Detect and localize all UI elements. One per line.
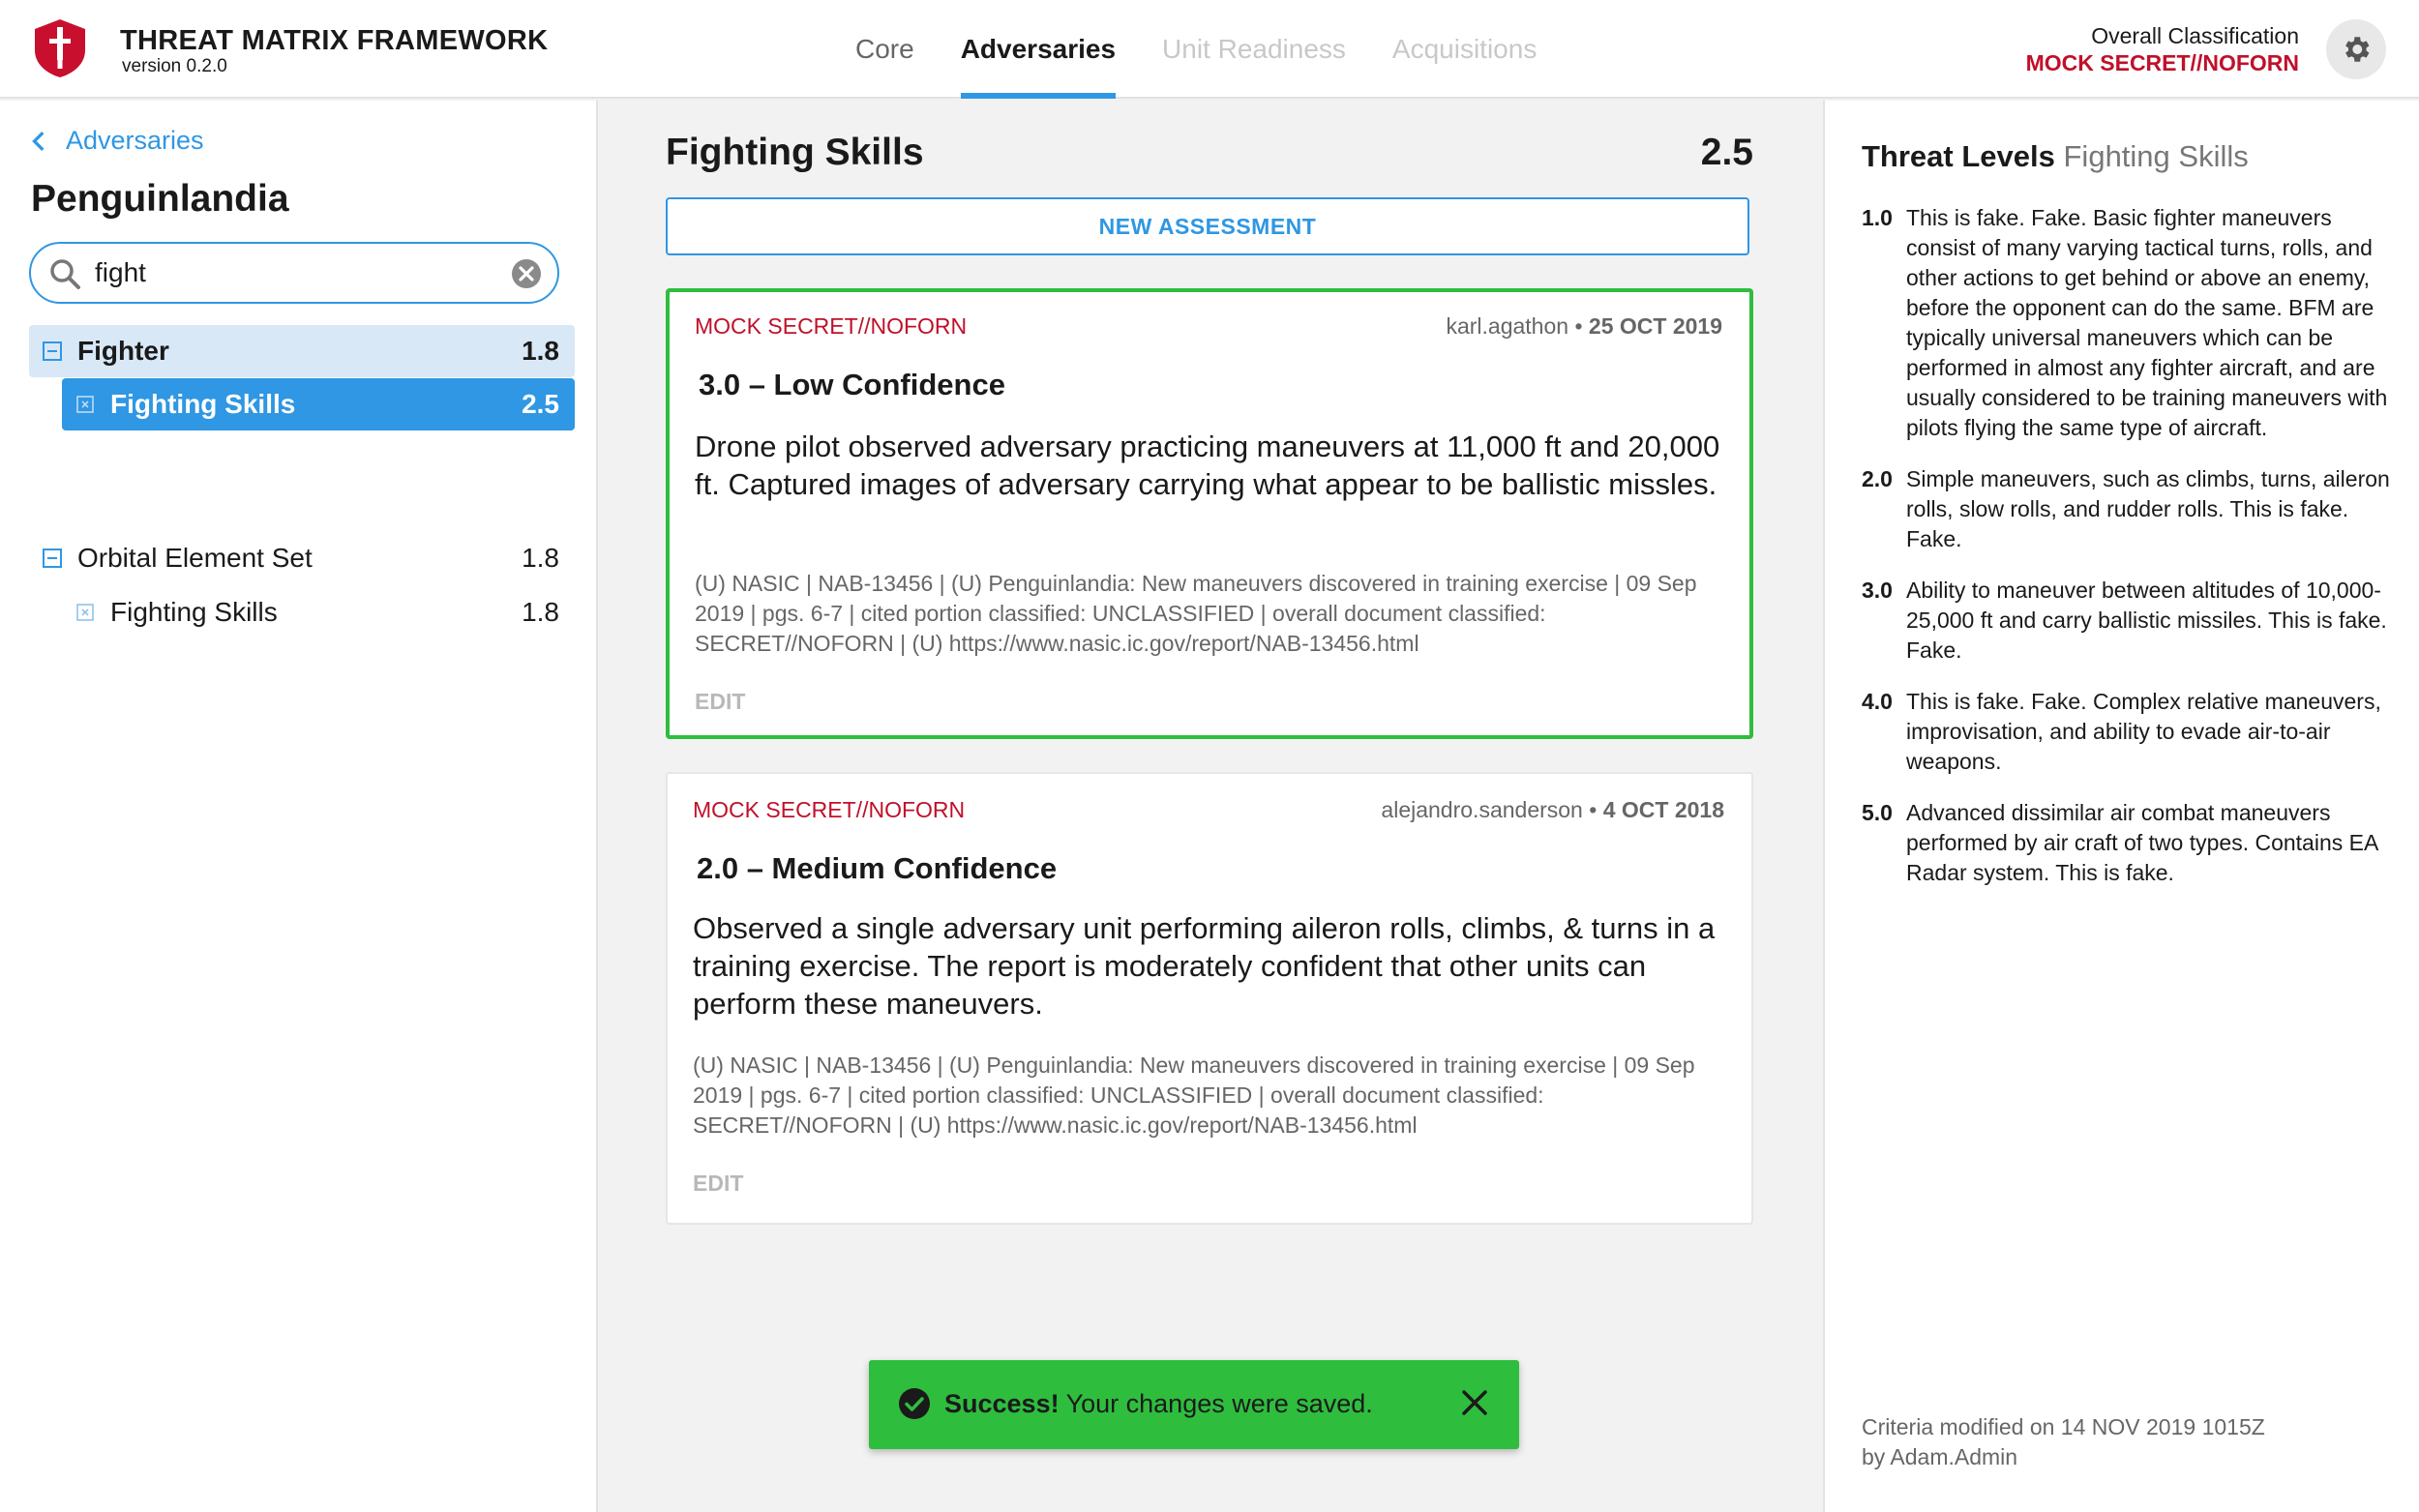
card-citation: (U) NASIC | NAB-13456 | (U) Penguinlandia: New maneuvers discovered in training exercise | 09 Sep 2019 | pgs. 6-7 | cited portion classified: UNCLASSIFIED | overall document classified: SECRET//NOFORN | (U) https://www.nasic.ic.gov/report/NAB-13456.html <box>695 571 1697 656</box>
country-title: Penguinlandia <box>31 178 289 220</box>
tab-core[interactable]: Core <box>855 34 914 64</box>
tree-item-value: 1.8 <box>522 597 559 627</box>
tree-item-fighting-skills-selected[interactable] <box>62 378 575 430</box>
level-number: 1.0 <box>1862 205 1893 230</box>
threat-levels-title <box>1862 139 2249 174</box>
chevron-left-icon <box>29 131 50 152</box>
card-author: alejandro.sanderson <box>1381 797 1583 822</box>
search-field <box>29 242 559 304</box>
threat-level <box>1862 798 2394 888</box>
criteria-modified-by: by Adam.Admin <box>1862 1444 2018 1469</box>
level-description: Advanced dissimilar air combat maneuvers performed by air craft of two types. Contains EA Radar system. This is fake. <box>1906 800 2378 885</box>
leaf-node-icon <box>75 603 95 622</box>
tree-item-label: Orbital Element Set <box>77 543 313 573</box>
level-number: 4.0 <box>1862 689 1893 714</box>
card-title: 3.0 – Low Confidence <box>699 368 1005 401</box>
shield-sword-icon[interactable] <box>29 17 91 79</box>
app-header <box>0 0 2419 99</box>
sidebar <box>0 101 598 1512</box>
threat-levels-heading: Threat Levels <box>1862 139 2055 173</box>
threat-level <box>1862 203 2394 443</box>
back-link[interactable] <box>29 126 204 156</box>
tree-item-value: 1.8 <box>522 336 559 366</box>
tree-item-fighting-skills[interactable] <box>62 586 575 638</box>
threat-level-list <box>1862 203 2394 909</box>
close-icon[interactable] <box>1459 1387 1490 1418</box>
card-meta <box>1381 797 1724 823</box>
page-title: Fighting Skills <box>666 132 924 173</box>
tree-item-value: 1.8 <box>522 543 559 573</box>
card-date: 25 OCT 2019 <box>1588 313 1722 339</box>
new-assessment-button[interactable]: NEW ASSESSMENT <box>666 197 1749 255</box>
success-toast <box>869 1360 1519 1449</box>
page-score: 2.5 <box>1700 132 1753 173</box>
card-author: karl.agathon <box>1446 313 1569 339</box>
criteria-modified-date: Criteria modified on 14 NOV 2019 1015Z <box>1862 1414 2265 1439</box>
tab-adversaries[interactable]: Adversaries <box>938 0 1139 99</box>
level-description: Simple maneuvers, such as climbs, turns, aileron rolls, slow rolls, and rudder rolls. This is fake. Fake. <box>1906 466 2390 551</box>
assessment-card <box>666 288 1753 739</box>
toast-text: Your changes were saved. <box>1059 1389 1373 1418</box>
card-classification: MOCK SECRET//NOFORN <box>695 313 968 339</box>
classification-label: Overall Classification <box>2091 23 2299 48</box>
edit-button[interactable]: EDIT <box>693 1171 744 1196</box>
leaf-node-icon <box>75 395 95 414</box>
classification-value: MOCK SECRET//NOFORN <box>2025 50 2299 75</box>
card-date: 4 OCT 2018 <box>1602 797 1724 822</box>
threat-levels-panel <box>1823 101 2419 1512</box>
assessment-card <box>666 772 1753 1225</box>
collapse-icon[interactable] <box>43 548 62 568</box>
card-citation: (U) NASIC | NAB-13456 | (U) Penguinlandia: New maneuvers discovered in training exercise | 09 Sep 2019 | pgs. 6-7 | cited portion classified: UNCLASSIFIED | overall document classified: SECRET//NOFORN | (U) https://www.nasic.ic.gov/report/NAB-13456.html <box>693 1052 1695 1138</box>
level-description: This is fake. Fake. Complex relative maneuvers, improvisation, and ability to evade air-to-air weapons. <box>1906 689 2381 774</box>
tree-item-label: Fighter <box>77 336 169 366</box>
gear-icon <box>2340 33 2373 66</box>
threat-level <box>1862 687 2394 777</box>
edit-button[interactable]: EDIT <box>695 689 746 714</box>
app-version: version 0.2.0 <box>122 56 227 76</box>
collapse-icon[interactable] <box>43 341 62 361</box>
level-description: Ability to maneuver between altitudes of 10,000-25,000 ft and carry ballistic missiles. This is fake. Fake. <box>1906 578 2387 663</box>
check-circle-icon <box>898 1387 931 1420</box>
back-link-label: Adversaries <box>66 126 204 155</box>
meta-separator: • <box>1568 313 1589 339</box>
card-title: 2.0 – Medium Confidence <box>697 851 1058 885</box>
meta-separator: • <box>1582 797 1603 822</box>
tree-item-label: Fighting Skills <box>110 597 278 627</box>
card-body: Drone pilot observed adversary practicing maneuvers at 11,000 ft and 20,000 ft. Captured images of adversary carrying what appear to be ballistic missles. <box>695 430 1720 501</box>
tree-item-value: 2.5 <box>522 389 559 419</box>
tree-item-label: Fighting Skills <box>110 389 296 419</box>
card-meta <box>1446 313 1722 340</box>
tab-unit-readiness: Unit Readiness <box>1162 34 1346 64</box>
toast-strong: Success! <box>944 1389 1060 1418</box>
threat-levels-subtitle: Fighting Skills <box>2063 139 2249 173</box>
toast-message <box>944 1389 1373 1419</box>
level-description: This is fake. Fake. Basic fighter maneuvers consist of many varying tactical turns, rolls, and other actions to get behind or above an enemy, before the opponent can do the same. BFM are typically universal maneuvers which can be performed in almost any fighter aircraft, and are usually considered to be training maneuvers with pilots flying the same type of aircraft. <box>1906 205 2388 440</box>
level-number: 2.0 <box>1862 466 1893 491</box>
criteria-modified-note <box>1862 1412 2265 1472</box>
settings-button[interactable] <box>2326 19 2386 79</box>
level-number: 3.0 <box>1862 578 1893 603</box>
card-classification: MOCK SECRET//NOFORN <box>693 797 966 822</box>
tree-item-orbital-element-set[interactable] <box>29 532 575 584</box>
clear-search-icon[interactable] <box>511 258 542 289</box>
threat-level <box>1862 576 2394 666</box>
card-body: Observed a single adversary unit performing aileron rolls, climbs, & turns in a training exercise. The report is moderately confident that other units can perform these maneuvers. <box>693 911 1716 1021</box>
level-number: 5.0 <box>1862 800 1893 825</box>
app-title: THREAT MATRIX FRAMEWORK <box>120 25 549 56</box>
tab-acquisitions: Acquisitions <box>1391 34 1538 64</box>
main-nav <box>832 0 1560 99</box>
tree-item-fighter[interactable] <box>29 325 575 377</box>
threat-level <box>1862 464 2394 554</box>
search-input[interactable] <box>95 253 482 292</box>
search-icon <box>48 257 81 290</box>
